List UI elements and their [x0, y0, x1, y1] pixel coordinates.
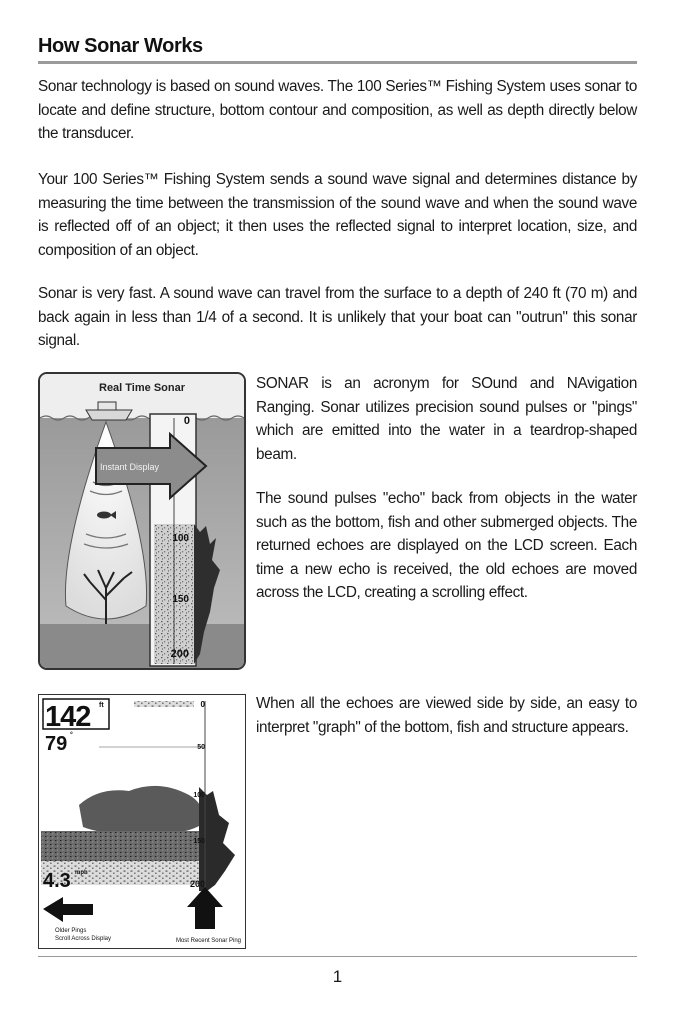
real-time-sonar-illustration: [40, 374, 244, 668]
echo-paragraph: The sound pulses "echo" back from objects in the water such as the bottom, fish and other submerged objects. The returned echoes are displayed on the LCD screen. Each time a new echo is received, the old echoes are moved across the LCD, creating a scrolling effect.: [256, 490, 637, 601]
older-pings-arrow-icon: [43, 897, 93, 922]
fish-school-echo: [79, 786, 203, 833]
depth-tick-200: 200: [170, 648, 189, 660]
figure1-title: Real Time Sonar: [99, 382, 185, 394]
temperature-readout-unit: °: [70, 732, 73, 739]
older-pings-caption-line1: Older Pings: [55, 928, 87, 934]
manual-page: [38, 0, 637, 1013]
display-tick-150: 150: [193, 838, 205, 845]
graph-paragraph: When all the echoes are viewed side by side, an easy to interpret "graph" of the bottom, fish and structure appears.: [256, 695, 637, 736]
footer-rule: [38, 956, 637, 957]
depth-tick-0: 0: [183, 415, 190, 427]
instant-display-label: Instant Display: [100, 462, 160, 472]
bottom-band-echo: [41, 831, 201, 861]
real-time-sonar-figure: [38, 372, 246, 670]
acronym-paragraph: SONAR is an acronym for SOund and NAvigation Ranging. Sonar utilizes precision sound pulses or "pings" which are emitted into the water in a teardrop-shaped beam.: [256, 375, 637, 463]
speed-paragraph: Sonar is very fast. A sound wave can travel from the surface to a depth of 240 ft (70 m) and back again in less than 1/4 of a second. It is unlikely that your boat can "outrun" this sonar signal.: [38, 285, 637, 349]
depth-readout-unit: ft: [99, 702, 104, 709]
scrolling-display-figure: [38, 694, 246, 949]
display-tick-200: 200: [189, 879, 205, 889]
display-tick-0: 0: [200, 700, 205, 709]
display-tick-100: 100: [193, 792, 205, 799]
recent-ping-arrow-icon: [187, 887, 223, 929]
intro-paragraph: Sonar technology is based on sound waves. The 100 Series™ Fishing System uses sonar to locate and define structure, bottom contour and composition, as well as depth directly below the transducer.: [38, 78, 637, 142]
depth-readout-value: 142: [45, 701, 91, 733]
section-heading: How Sonar Works: [38, 35, 637, 64]
distance-paragraph: Your 100 Series™ Fishing System sends a sound wave signal and determines distance by measuring the time between the transmission of the sound wave and when the sound wave is reflected off of an object; it then uses the reflected signal to interpret location, size, and composition of an object.: [38, 171, 637, 259]
display-tick-50: 50: [197, 744, 205, 751]
recent-ping-caption: Most Recent Sonar Ping: [175, 938, 241, 944]
speed-readout-unit: mph: [75, 870, 88, 876]
depth-tick-150: 150: [172, 594, 189, 605]
depth-tick-100: 100: [172, 533, 189, 544]
speed-readout-value: 4.3: [43, 870, 71, 892]
page-number: 1: [332, 967, 343, 986]
older-pings-caption-line2: Scroll Across Display: [55, 936, 112, 942]
scrolling-display-illustration: [39, 695, 244, 947]
temperature-readout-value: 79: [45, 733, 68, 755]
